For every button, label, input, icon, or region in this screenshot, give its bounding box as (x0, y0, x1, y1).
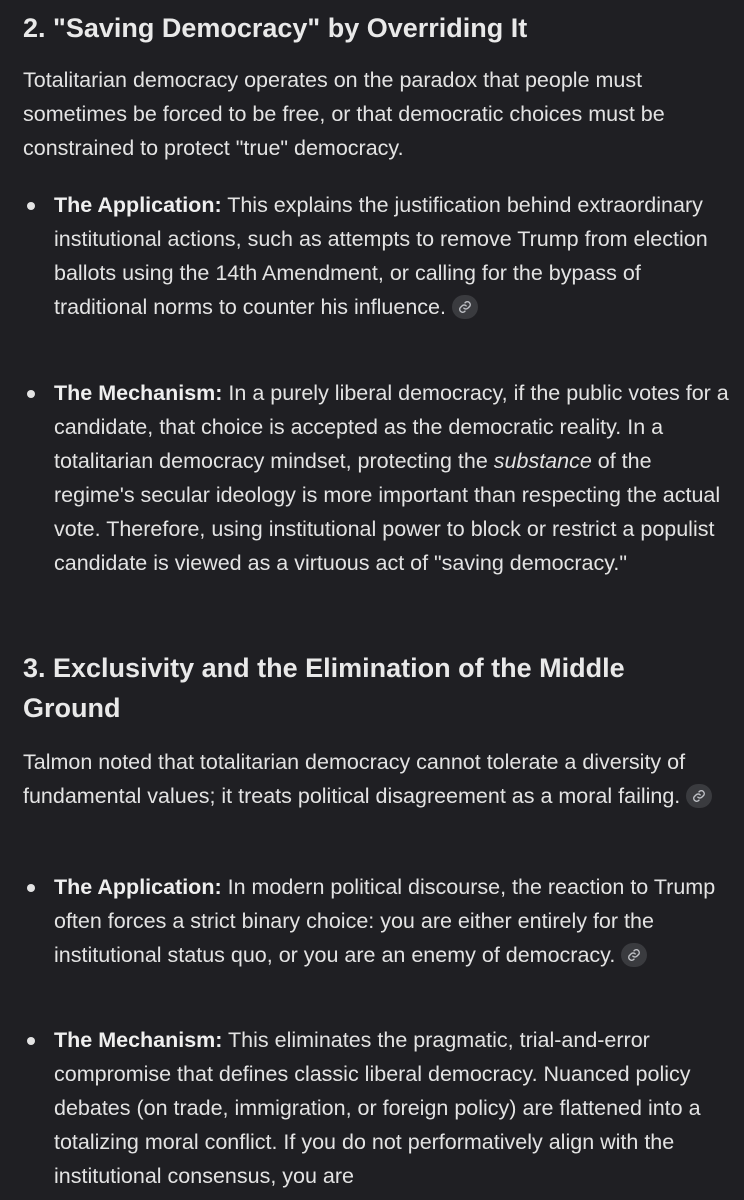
section-3-heading: 3. Exclusivity and the Elimination of the Middle Ground (23, 653, 625, 723)
section-2-heading: 2. "Saving Democracy" by Overriding It (23, 13, 528, 43)
link-icon (692, 789, 706, 803)
bullet-label: The Mechanism: (54, 1028, 223, 1052)
source-link-button[interactable] (452, 295, 478, 319)
bullet-label: The Application: (54, 193, 222, 217)
bullet-dot (27, 202, 35, 210)
bullet-text (54, 376, 729, 580)
source-link-button[interactable] (686, 784, 712, 808)
link-icon (627, 948, 641, 962)
link-icon (458, 300, 472, 314)
bullet-emphasis: substance (493, 449, 592, 473)
bullet-body: This explains the justification behind extraordinary institutional actions, such as attempts to remove Trump from election ballots using the 14th Amendment, or calling for the bypass of traditional norms to counter his influence. (54, 193, 708, 319)
bullet-label: The Mechanism: (54, 381, 223, 405)
section-2-intro: Totalitarian democracy operates on the paradox that people must sometimes be forced to be free, or that democratic choices must be constrained to protect "true" democracy. (23, 68, 665, 160)
bullet-text (54, 1023, 729, 1193)
bullet-body: This eliminates the pragmatic, trial-and-error compromise that defines classic liberal democracy. Nuanced policy debates (on trade, immigration, or foreign policy) are flattened into a totalizing moral conflict. If you do not performatively align with the institutional consensus, you are (54, 1028, 701, 1188)
bullet-text (54, 188, 729, 324)
bullet-body-continued: of the regime's secular ideology is more important than respecting the actual vote. Therefore, using institutional power to block or restrict a populist candidate is viewed as a virtuous act of "saving democracy." (54, 449, 721, 575)
source-link-button[interactable] (621, 943, 647, 967)
section-3-intro-text: Talmon noted that totalitarian democracy cannot tolerate a diversity of fundamental values; it treats political disagreement as a moral failing. (23, 750, 686, 808)
bullet-body: In modern political discourse, the reaction to Trump often forces a strict binary choice: you are either entirely for the institutional status quo, or you are an enemy of democracy. (54, 875, 716, 967)
bullet-dot (27, 390, 35, 398)
bullet-dot (27, 1037, 35, 1045)
bullet-text (54, 870, 729, 972)
bullet-label: The Application: (54, 875, 222, 899)
bullet-dot (27, 884, 35, 892)
bullet-body: In a purely liberal democracy, if the public votes for a candidate, that choice is accepted as the democratic reality. In a totalitarian democracy mindset, protecting the (54, 381, 729, 473)
section-3-intro (23, 745, 723, 813)
